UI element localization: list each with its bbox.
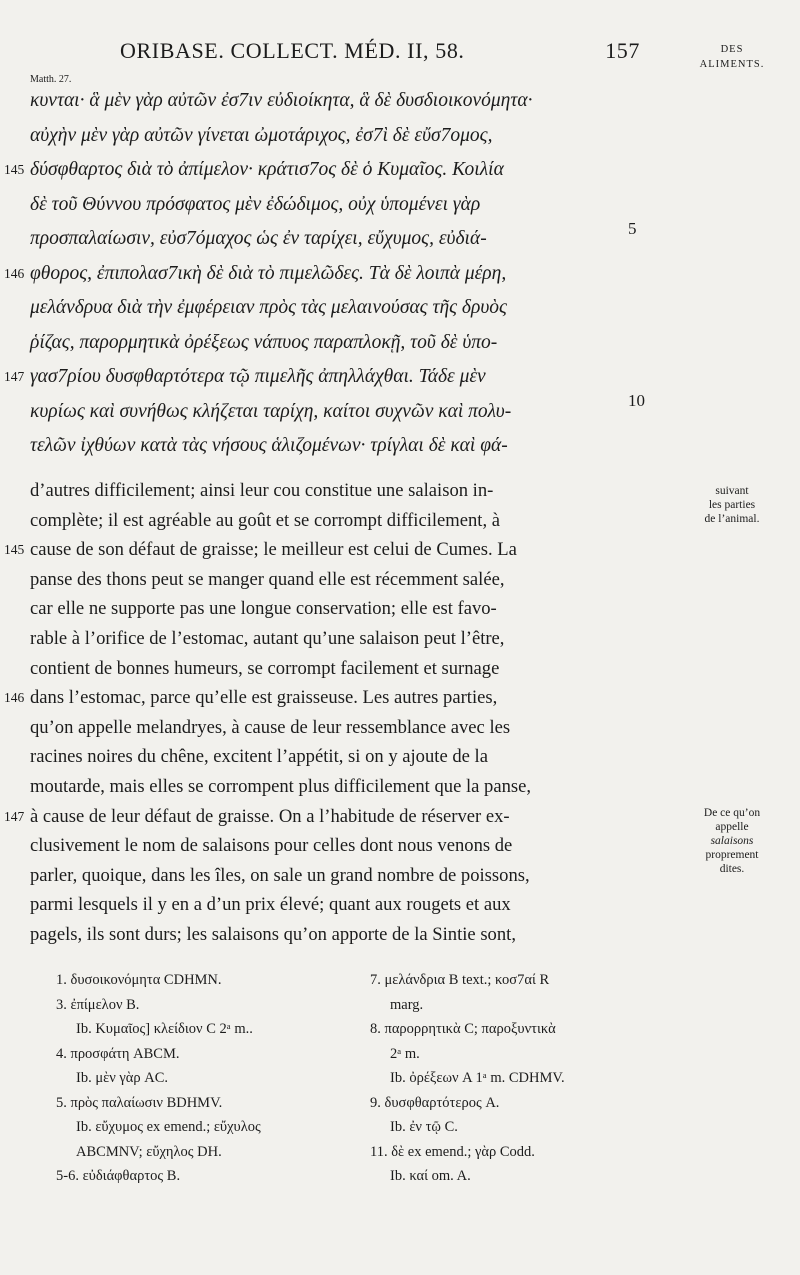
greek-line [30,119,642,154]
greek-line [30,84,642,119]
note-line: Ib. καί om. A. [390,1168,471,1184]
greek-line [30,326,642,361]
margin-note-line: les parties [708,499,756,511]
verse-number: 10 [628,391,645,410]
line-text: προσπαλαίωσιν, εὐσ7όμαχος ὡς ἐν ταρίχει, εὔχυμος, εὐδιά- [30,228,487,249]
margin-note-line: proprement [705,849,759,861]
french-line [30,772,642,802]
margin-note-line: appelle [715,821,749,833]
line-text: clusivement le nom de salaisons pour celles dont nous venons de [30,835,513,857]
margin-note-line: de l’animal. [704,513,760,525]
note-line: ABCMNV; εὔχηλος DH. [76,1143,222,1160]
note-line: Ib. ὀρέξεων A 1ᵃ m. CDHMV. [390,1070,565,1086]
line-number: 145 [4,542,25,558]
line-text: dans l’estomac, parce qu’elle est graisseuse. Les autres parties, [30,687,498,709]
critical-notes-left [56,968,346,1189]
note-line: 2ᵃ m. [390,1045,420,1062]
margin-note-line: dites. [719,863,745,875]
note-line: 11. δὲ ex emend.; γὰρ Codd. [370,1143,535,1160]
margin-note-line: salaisons [710,835,754,847]
line-number: 146 [4,690,25,706]
note-line: 3. ἐπίμελον B. [56,996,140,1013]
greek-line [30,222,642,257]
note-line: 8. παρορρητικὰ C; παροξυντικὰ [370,1021,556,1037]
line-text: parmi lesquels il y en a d’un prix élevé; quant aux rougets et aux [30,894,511,916]
french-line [30,476,642,506]
french-line [30,920,642,950]
header-title: ORIBASE. COLLECT. MÉD. II, 58. [120,38,465,63]
note-line: 1. δυσοικονόμητα CDHMN. [56,972,222,988]
line-text: à cause de leur défaut de graisse. On a l’habitude de réserver ex- [30,805,510,827]
line-text: racines noires du chêne, excitent l’appétit, si on y ajoute de la [30,746,488,768]
note-line: Ib. ἐν τῷ C. [390,1119,458,1135]
note-line: 5. πρὸς παλαίωσιν BDHMV. [56,1094,223,1111]
greek-line [30,188,642,223]
line-text: contient de bonnes humeurs, se corrompt facilement et surnage [30,657,500,679]
line-text: αὐχὴν μὲν γὰρ αὐτῶν γίνεται ὠμοτάριχος, ἐσ7ὶ δὲ εὔσ7ομος, [30,124,493,146]
line-text: d’autres difficilement; ainsi leur cou constitue une salaison in- [30,480,494,501]
line-number: 145 [4,162,25,177]
source-reference: Matth. 27. [30,74,72,85]
greek-line [30,429,642,464]
line-text: δὲ τοῦ Θύννου πρόσφατος μὲν ἐδώδιμος, οὐχ ὑπομένει γὰρ [30,193,481,215]
line-text: ῥίζας, παρορμητικὰ ὀρέξεως νάπυος παραπλοκῇ, τοῦ δὲ ὑπο- [30,331,498,353]
line-text: κυρίως καὶ συνήθως κλήζεται ταρίχη, καίτοι συχνῶν καὶ πολυ- [30,400,512,422]
note-line: marg. [390,996,424,1013]
greek-line [30,395,642,430]
french-line [30,654,642,684]
greek-line [30,291,642,326]
french-line [30,831,642,861]
note-line: 4. προσφάτη ABCM. [56,1045,180,1062]
line-number: 147 [4,808,25,824]
greek-text [4,84,642,464]
line-text: τελῶν ἰχθύων κατὰ τὰς νήσους ἁλιζομένων· τρίγλαι δὲ καὶ φά- [30,435,508,456]
margin-note-salaisons [672,806,792,876]
note-line: Ib. Κυμαῖος] κλείδιον C 2ᵃ m.. [76,1021,253,1037]
margin-note-line: De ce qu’on [703,807,761,819]
page-header [120,38,640,72]
french-line [30,565,642,595]
line-text: φθορος, ἐπιπολασ7ικὴ δὲ διὰ τὸ πιμελῶδες. Τὰ δὲ λοιπὰ μέρη, [30,262,507,284]
greek-line [4,257,642,292]
line-text: complète; il est agréable au goût et se corrompt difficilement, à [30,509,501,531]
line-text: panse des thons peut se manger quand elle est récemment salée, [30,568,505,590]
note-line: 5-6. εὐδιάφθαρτος B. [56,1168,181,1184]
french-line [30,861,642,891]
french-line [30,713,642,743]
note-line: Ib. εὔχυμος ex emend.; εὔχυλος [76,1119,261,1135]
line-text: cause de son défaut de graisse; le meilleur est celui de Cumes. La [30,539,517,561]
line-text: γασ7ρίου δυσφθαρτότερα τῷ πιμελῆς ἀπηλλάχθαι. Τάδε μὲν [30,366,486,387]
margin-note-parts [672,484,792,526]
greek-line [4,153,642,188]
running-head-line: ALIMENTS. [699,59,765,70]
line-text: μελάνδρυα διὰ τὴν ἐμφέρειαν πρὸς τὰς μελαινούσας τῆς δρυὸς [30,297,507,318]
line-text: car elle ne supporte pas une longue conservation; elle est favo- [30,598,497,620]
french-line [30,890,642,920]
french-translation [4,476,642,950]
margin-note-line: suivant [715,485,749,497]
french-line [30,506,642,536]
note-line: 7. μελάνδρια B text.; κοσ7αί R [370,972,550,988]
line-text: pagels, ils sont durs; les salaisons qu’on apporte de la Sintie sont, [30,923,516,945]
french-line [30,742,642,772]
line-text: rable à l’orifice de l’estomac, autant qu’une salaison peut l’être, [30,627,505,649]
note-line: 9. δυσφθαρτότερος A. [370,1094,500,1111]
running-head [672,42,792,72]
french-line [4,802,642,832]
french-line [30,624,642,654]
french-line [4,683,642,713]
greek-line [4,360,642,395]
french-line [4,535,642,565]
french-line [30,594,642,624]
page-number: 157 [605,38,640,63]
verse-number: 5 [628,219,637,238]
note-line: Ib. μὲν γὰρ AC. [76,1070,169,1086]
line-text: qu’on appelle melandryes, à cause de leur ressemblance avec les [30,716,511,738]
line-text: moutarde, mais elles se corrompent plus difficilement que la panse, [30,775,532,797]
line-number: 146 [4,265,25,281]
critical-notes-right [370,968,660,1189]
line-text: parler, quoique, dans les îles, on sale un grand nombre de poissons, [30,864,530,886]
line-text: δύσφθαρτος διὰ τὸ ἀπίμελον· κράτισ7ος δὲ ὁ Κυμαῖος. Κοιλία [30,159,504,180]
line-number: 147 [4,369,25,384]
running-head-line: DES [720,44,744,55]
line-text: κυνται· ἃ μὲν γὰρ αὐτῶν ἐσ7ιν εὐδιοίκητα, ἃ δὲ δυσδιοικονόμητα· [30,90,533,111]
